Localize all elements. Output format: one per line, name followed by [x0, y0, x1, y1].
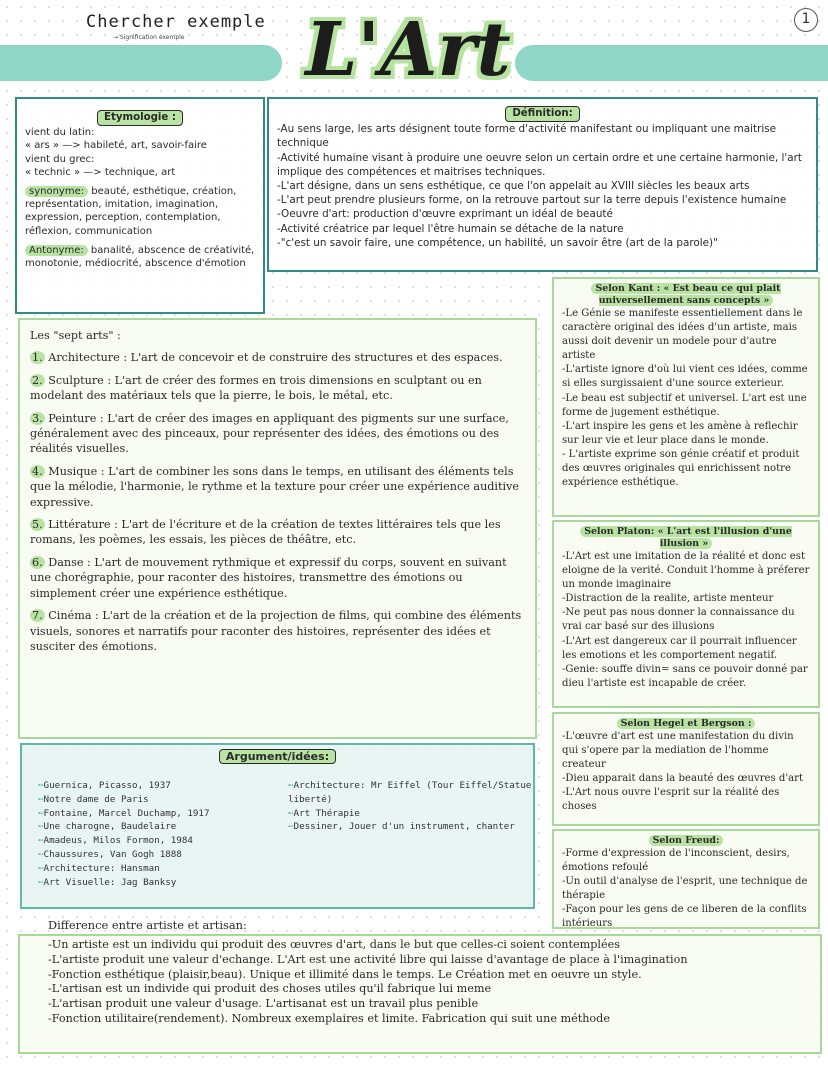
arguments-box [20, 743, 535, 909]
art-text: Danse : L'art de mouvement rythmique et expressif du corps, souvent en suivant une chorégraphie, pour raconter des histoires, transmettre des émotions ou simplement créer une expérience esthétique. [30, 555, 507, 600]
freud-line: -Un outil d'analyse de l'esprit, une technique de thérapie [562, 876, 808, 902]
definition-box [267, 97, 818, 272]
difference-line: -Un artiste est un individu qui produit des œuvres d'art, dans le but que celles-ci soient contemplées [48, 938, 620, 951]
art-item [30, 411, 525, 457]
platon-line: -Genie: souffe divin= sans ce pouvoir donné par dieu l'artiste est incapable de créer. [562, 663, 808, 689]
antonym-text: banalité, abscence de créativité, monotonie, médiocrité, abscence d'émotion [25, 244, 255, 270]
hegel-line: -Dieu apparait dans la beauté des œuvres d'art [562, 773, 804, 785]
kant-line: -Le Génie se manifeste essentiellement dans le caractère original des idées d'un artiste, mais aussi doit devenir un modele pour d'autre artiste [562, 308, 803, 362]
art-text: Musique : L'art de combiner les sons dans le temps, en utilisant des éléments tels que la mélodie, l'harmonie, le rythme et la texture pour créer une expérience auditive expressive. [30, 464, 520, 509]
sept-arts-heading: Les "sept arts" : [30, 329, 121, 342]
art-item [30, 608, 525, 654]
page-number: 1 [794, 8, 818, 32]
arrow-icon: ➻ [38, 807, 44, 819]
freud-box [552, 829, 820, 929]
arrow-icon: ➻ [38, 821, 44, 833]
art-item [30, 464, 525, 510]
argument-item [38, 834, 210, 848]
platon-box [552, 520, 820, 708]
argument-item [38, 820, 210, 834]
arrow-icon: ➻ [38, 793, 44, 805]
art-item [30, 517, 525, 548]
argument-item [288, 807, 533, 821]
argument-item [38, 876, 210, 890]
platon-line: -Distraction de la realite, artiste menteur [562, 593, 774, 605]
freud-heading: Selon Freud: [649, 835, 724, 846]
art-item [30, 350, 525, 365]
hegel-line: -L'Art nous ouvre l'esprit sur la réalité des choses [562, 787, 780, 813]
argument-item [38, 779, 210, 793]
argument-text: Architecture: Mr Eiffel (Tour Eiffel/Statue liberté) [288, 780, 532, 805]
art-number: 4. [32, 464, 43, 478]
argument-text: Notre dame de Paris [43, 793, 149, 805]
argument-text: Chaussures, Van Gogh 1888 [43, 848, 182, 860]
argument-text: Amadeus, Milos Formon, 1984 [43, 835, 193, 847]
etymology-heading: Etymologie : [97, 110, 183, 126]
art-text: Cinéma : L'art de la création et de la projection de films, qui combine des éléments visuels, sonores et narratifs pour raconter des histoires, représenter des idées et susciter des émotions. [30, 609, 522, 653]
kant-line: -Le beau est subjectif et universel. L'art est une forme de jugement esthétique. [562, 392, 807, 418]
art-item [30, 555, 525, 601]
header-banner-left [0, 45, 282, 81]
arrow-icon: ➻ [38, 835, 44, 847]
difference-line: -L'artiste produit une valeur d'echange. L'Art est une activité libre qui laisse d'avantage de place à l'imagination [48, 952, 688, 966]
arrow-icon: ➻ [288, 821, 294, 833]
platon-line: -L'Art est une imitation de la réalité et donc est eloigne de la verité. Conduit l'homme à préferer un monde imaginaire [562, 551, 810, 591]
etymology-line: « technic » —> technique, art [25, 166, 176, 178]
difference-line: -Fonction utilitaire(rendement). Nombreux exemplaires et limite. Fabrication qui suit une méthode [48, 1011, 610, 1025]
arrow-icon: ➻ [288, 807, 294, 819]
hegel-heading: Selon Hegel et Bergson : [617, 718, 756, 729]
definition-line: -"c'est un savoir faire, une compétence, un habilité, un savoir être (art de la parole)" [277, 236, 718, 249]
difference-box [18, 934, 822, 1054]
arguments-heading: Argument/idées: [219, 749, 336, 764]
art-text: Sculpture : L'art de créer des formes en trois dimensions en sculptant ou en modelant des matériaux tels que la pierre, le bois, le métal, etc. [30, 373, 482, 403]
art-number: 6. [32, 555, 43, 569]
hegel-box [552, 712, 820, 826]
kant-line: -L'art inspire les gens et les amène à reflechir sur leur vie et leur place dans le monde. [562, 420, 798, 446]
etymology-line: vient du latin: [25, 127, 95, 139]
art-text: Peinture : L'art de créer des images en appliquant des pigments sur une surface, généralement avec des pinceaux, pour représenter des idées, des émotions ou des réalités visuelles. [30, 411, 509, 456]
argument-item [38, 793, 210, 807]
search-subnote: → Signification exemple [113, 34, 185, 41]
argument-text: Guernica, Picasso, 1937 [43, 780, 171, 791]
argument-text: Art Visuelle: Jag Banksy [43, 876, 177, 888]
difference-heading: Difference entre artiste et artisan: [48, 918, 247, 932]
definition-line: -Activité humaine visant à produire une oeuvre selon un certain ordre et une certaine harmonie, l'art implique des compétences et maitrises techniques. [277, 151, 802, 178]
art-text: Architecture : L'art de concevoir et de construire des structures et des espaces. [44, 351, 503, 365]
freud-line: -Façon pour les gens de ce liberen de la conflits intérieurs [562, 904, 807, 930]
hegel-line: -L'œuvre d'art est une manifestation du divin qui s'opere par la mediation de l'homme createur [562, 731, 794, 771]
argument-text: Architecture: Hansman [43, 862, 160, 874]
argument-text: Art Thérapie [293, 807, 360, 819]
art-number: 3. [32, 411, 43, 425]
difference-line: -Fonction esthétique (plaisir,beau). Unique et illimité dans le temps. Le Création met en oeuvre un style. [48, 967, 642, 981]
definition-line: -L'art désigne, dans un sens esthétique, ce que l'on appelait au XVIII siècles les beaux arts [277, 180, 750, 193]
definition-line: -L'art peut prendre plusieurs forme, on la retrouve partout sur la terre depuis l'existence humaine [277, 194, 787, 207]
kant-heading: Selon Kant : « Est beau ce qui plait universellement sans concepts » [591, 283, 780, 306]
kant-box [552, 277, 820, 517]
arrow-icon: ➻ [38, 848, 44, 860]
argument-text: Fontaine, Marcel Duchamp, 1917 [43, 807, 210, 819]
antonym-label: Antonyme: [25, 245, 88, 256]
synonym-label: synonyme: [25, 186, 88, 197]
art-text: Littérature : L'art de l'écriture et de la création de textes littéraires tels que les romans, les poèmes, les essais, les pièces de théâtre, etc. [30, 518, 501, 547]
argument-text: Dessiner, Jouer d'un instrument, chanter [293, 821, 515, 833]
art-number: 2. [32, 373, 43, 387]
definition-line: -Activité créatrice par lequel l'être humain se détache de la nature [277, 222, 624, 235]
platon-heading: Selon Platon: « L'art est l'illusion d'une illusion » [580, 526, 792, 549]
arrow-icon: ➻ [38, 876, 44, 888]
page-title: L'Art [305, 7, 511, 93]
kant-line: - L'artiste exprime son génie créatif et produit des œuvres originales qui enrichissent notre expérience esthétique. [562, 448, 800, 489]
argument-item [38, 862, 210, 876]
arrow-icon: ➻ [38, 780, 44, 791]
platon-line: -Ne peut pas nous donner la connaissance du vrai car basé sur des illusions [562, 607, 795, 633]
argument-text: Une charogne, Baudelaire [43, 821, 177, 833]
arguments-column-1 [38, 779, 210, 889]
arrow-icon: ➻ [38, 862, 44, 874]
difference-line: -L'artisan produit une valeur d'usage. L'artisanat est un travail plus penible [48, 997, 479, 1011]
argument-item [288, 779, 533, 807]
art-number: 7. [32, 609, 43, 623]
freud-line: -Forme d'expression de l'inconscient, desirs, émotions refoulé [562, 848, 790, 874]
art-item [30, 373, 525, 404]
difference-line: -L'artisan est un individe qui produit des choses utiles qu'il fabrique lui meme [48, 982, 492, 996]
arrow-icon: ➻ [288, 780, 294, 791]
search-note: Chercher exemple [86, 12, 266, 32]
art-number: 1. [32, 351, 43, 365]
antonym-block [25, 244, 255, 270]
etymology-line: « ars » —> habileté, art, savoir-faire [25, 140, 207, 152]
argument-item [288, 820, 533, 834]
definition-heading: Définition: [505, 106, 579, 122]
arguments-column-2 [288, 779, 533, 834]
etymology-box [15, 97, 265, 314]
definition-line: -Au sens large, les arts désignent toute forme d'activité manifestant ou impliquant une maitrise technique [277, 123, 777, 150]
header-banner-right [515, 45, 828, 81]
argument-item [38, 807, 210, 821]
etymology-line: vient du grec: [25, 153, 95, 165]
synonym-text: beauté, esthétique, création, représentation, imitation, imagination, expression, perception, contemplation, réflexion, communication [25, 186, 237, 237]
synonym-block [25, 185, 255, 238]
sept-arts-box [18, 318, 537, 739]
argument-item [38, 848, 210, 862]
platon-line: -L'Art est dangereux car il pourrait influencer les emotions et les comportement negatif. [562, 635, 797, 661]
definition-line: -Oeuvre d'art: production d'œuvre exprimant un idéal de beauté [277, 208, 613, 221]
art-number: 5. [32, 518, 43, 532]
kant-line: -L'artiste ignore d'où lui vient ces idées, comme si elles surgissaient d'une source exterieur. [562, 364, 808, 390]
